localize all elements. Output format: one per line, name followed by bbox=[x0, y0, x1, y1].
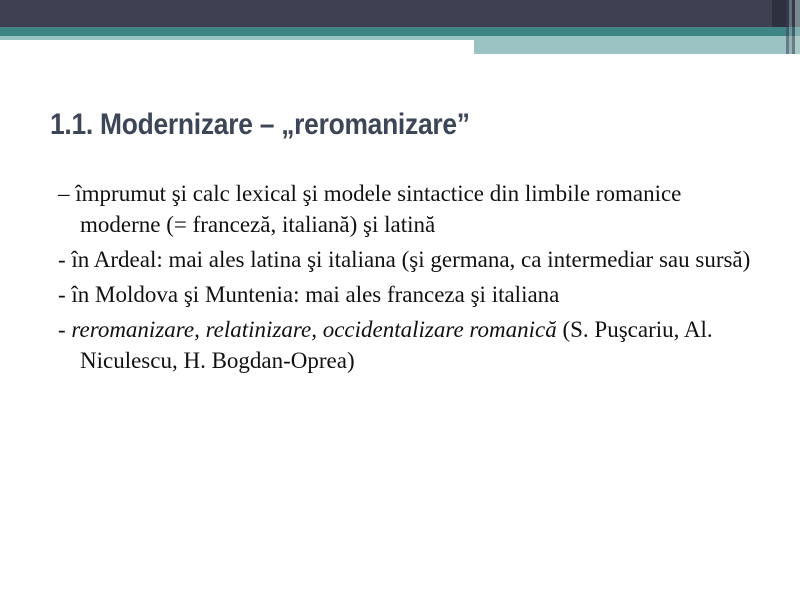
slide-title: 1.1. Modernizare – „reromanizare” bbox=[50, 108, 470, 141]
bullet-list bbox=[56, 178, 756, 380]
bullet-marker: - bbox=[58, 282, 72, 307]
bullet-text: în Ardeal: mai ales latina şi italiana (şi germana, ca intermediar sau sursă) bbox=[71, 247, 751, 272]
header-band-dark bbox=[0, 0, 800, 27]
bullet-marker: – bbox=[58, 181, 76, 206]
header-band-light-right bbox=[474, 36, 800, 54]
bullet-marker: - bbox=[58, 317, 72, 342]
bullet-text: (S. Puşcariu, Al. Niculescu, H. Bogdan-Oprea) bbox=[80, 317, 713, 373]
bullet-item-1 bbox=[56, 178, 756, 240]
bullet-marker: - bbox=[58, 247, 72, 272]
bullet-item-4 bbox=[56, 314, 756, 376]
bullet-item-2 bbox=[56, 244, 756, 275]
bullet-item-3 bbox=[56, 279, 756, 310]
header-band-light-left bbox=[0, 36, 474, 40]
bullet-text: în Moldova şi Muntenia: mai ales franceza şi italiana bbox=[71, 282, 560, 307]
header-band-teal bbox=[0, 27, 800, 36]
bullet-text: împrumut şi calc lexical şi modele sintactice din limbile romanice moderne (= franceză, italiană) şi latină bbox=[75, 181, 682, 237]
bullet-italic-terms: reromanizare, relatinizare, occidentalizare romanică bbox=[71, 317, 557, 342]
header-band-edge bbox=[786, 0, 800, 54]
